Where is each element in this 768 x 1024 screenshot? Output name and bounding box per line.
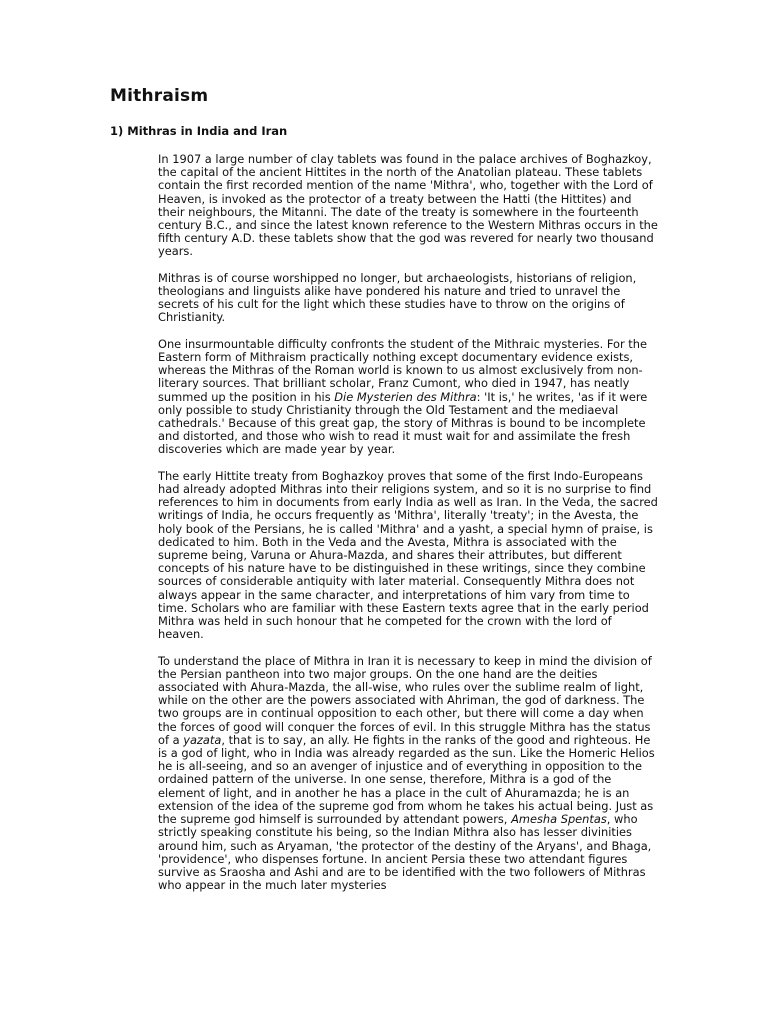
book-title-italic: Die Mysterien des Mithra (334, 389, 477, 404)
paragraph-3-text-2: : 'It is,' he writes, 'as if it were only possible to study Christianity through the Old Testament and the mediaeval cathedrals.' Because of this great gap, the story of Mithras is bound to be incomplete and distorted, and those who wish to read it must wait for and assimilate the fresh discoveries which are made year by year. (158, 389, 648, 457)
paragraph-5-text-2: , that is to say, an ally. He fights in the ranks of the good and righteous. He is a god of light, who in India was already regarded as the sun. Like the Homeric Helios he is all-seeing, and so an avenger of injustice and of everything in opposition to the ordained pattern of the universe. In one sense, therefore, Mithra is a god of the element of light, and in another he has a place in the cult of Ahuramazda; he is an extension of the idea of the supreme god from whom he takes his actual being. Just as the supreme god himself is surrounded by attendant powers, (158, 732, 655, 827)
paragraph-5 (158, 655, 658, 893)
paragraph-5-text-1: To understand the place of Mithra in Iran it is necessary to keep in mind the division of the Persian pantheon into two major groups. On the one hand are the deities associated with Ahura-Mazda, the all-wise, who rules over the sublime realm of light, while on the other are the powers associated with Ahriman, the god of darkness. The two groups are in continual opposition to each other, but there will come a day when the forces of good will conquer the forces of evil. In this struggle Mithra has the status of a (158, 653, 652, 747)
amesha-spentas-italic: Amesha Spentas (511, 812, 607, 827)
paragraph-3-text-1: One insurmountable difficulty confronts the student of the Mithraic mysteries. For the Eastern form of Mithraism practically nothing except documentary evidence exists, whereas the Mithras of the Roman world is known to us almost exclusively from non-literary sources. That brilliant scholar, Franz Cumont, who died in 1947, has neatly summed up the position in his (158, 336, 647, 404)
paragraph-5-text-3: , who strictly speaking constitute his being, so the Indian Mithra also has lesser divinities around him, such as Aryaman, 'the protector of the destiny of the Aryans', and Bhaga, 'providence', who dispenses fortune. In ancient Persia these two attendant figures survive as Sraosha and Ashi and are to be identified with the two followers of Mithras who appear in the much later mysteries (158, 812, 652, 893)
paragraph-4: The early Hittite treaty from Boghazkoy proves that some of the first Indo-Europeans had already adopted Mithras into their religions system, and so it is no surprise to find references to him in documents from early India as well as Iran. In the Veda, the sacred writings of India, he occurs frequently as 'Mithra', literally 'treaty'; in the Avesta, the holy book of the Persians, he is called 'Mithra' and a yasht, a special hymn of praise, is dedicated to him. Both in the Veda and the Avesta, Mithra is associated with the supreme being, Varuna or Ahura-Mazda, and shares their attributes, but different concepts of his nature have to be distinguished in these writings, since they combine sources of considerable antiquity with later material. Consequently Mithra does not always appear in the same character, and interpretations of him vary from time to time. Scholars who are familiar with these Eastern texts agree that in the early period Mithra was held in such honour that he competed for the crown with the lord of heaven. (158, 468, 658, 642)
paragraph-2: Mithras is of course worshipped no longer, but archaeologists, historians of religion, theologians and linguists alike have pondered his nature and tried to unravel the secrets of his cult for the light which these studies have to throw on the origins of Christianity. (158, 270, 637, 325)
section-body (158, 153, 658, 906)
yazata-italic: yazata (183, 732, 222, 747)
paragraph-1: In 1907 a large number of clay tablets was found in the palace archives of Boghazkoy, the capital of the ancient Hittites in the north of the Anatolian plateau. These tablets contain the first recorded mention of the name 'Mithra', who, together with the Lord of Heaven, is invoked as the protector of a treaty between the Hatti (the Hittites) and their neighbours, the Mitanni. The date of the treaty is somewhere in the fourteenth century B.C., and since the latest known reference to the Western Mithras occurs in the fifth century A.D. these tablets show that the god was revered for nearly two thousand years. (158, 152, 658, 259)
paragraph-3 (158, 338, 658, 457)
section-heading: 1) Mithras in India and Iran (110, 124, 288, 138)
document-title: Mithraism (110, 86, 209, 106)
